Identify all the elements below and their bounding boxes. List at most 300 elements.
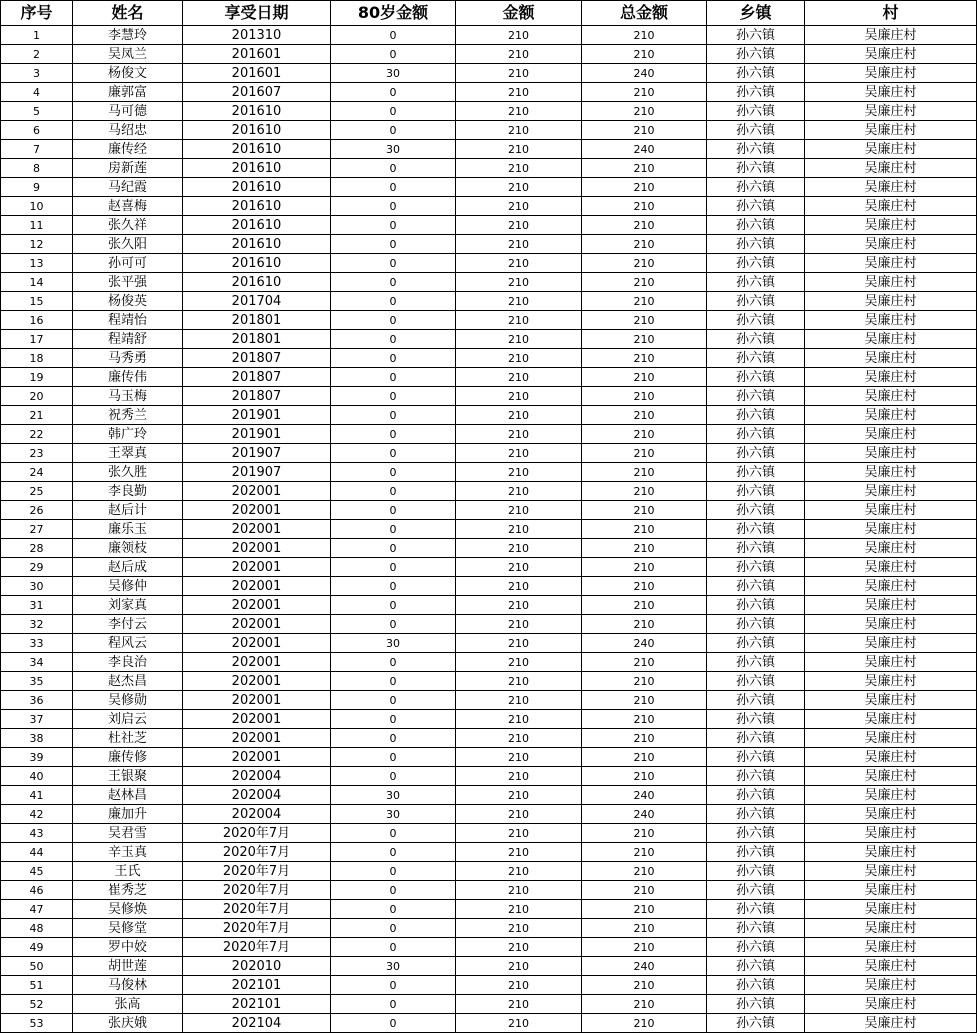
cell-total-amount[interactable]: 210: [582, 1014, 707, 1033]
cell-start-date[interactable]: 2020年7月: [183, 862, 331, 881]
cell-total-amount[interactable]: 210: [582, 520, 707, 539]
cell-age80-amount[interactable]: 0: [331, 482, 456, 501]
cell-village[interactable]: 吴廉庄村: [805, 311, 977, 330]
cell-name[interactable]: 辛玉真: [73, 843, 183, 862]
cell-total-amount[interactable]: 210: [582, 672, 707, 691]
cell-start-date[interactable]: 2020年7月: [183, 938, 331, 957]
cell-township[interactable]: 孙六镇: [707, 976, 805, 995]
cell-township[interactable]: 孙六镇: [707, 121, 805, 140]
cell-name[interactable]: 廉领枝: [73, 539, 183, 558]
cell-start-date[interactable]: 201901: [183, 425, 331, 444]
cell-total-amount[interactable]: 210: [582, 767, 707, 786]
cell-total-amount[interactable]: 210: [582, 691, 707, 710]
cell-township[interactable]: 孙六镇: [707, 938, 805, 957]
cell-total-amount[interactable]: 210: [582, 425, 707, 444]
cell-amount[interactable]: 210: [456, 254, 582, 273]
cell-township[interactable]: 孙六镇: [707, 691, 805, 710]
cell-seq[interactable]: 48: [1, 919, 73, 938]
cell-village[interactable]: 吴廉庄村: [805, 767, 977, 786]
cell-village[interactable]: 吴廉庄村: [805, 330, 977, 349]
cell-start-date[interactable]: 202001: [183, 558, 331, 577]
cell-village[interactable]: 吴廉庄村: [805, 64, 977, 83]
cell-age80-amount[interactable]: 0: [331, 881, 456, 900]
cell-village[interactable]: 吴廉庄村: [805, 596, 977, 615]
cell-total-amount[interactable]: 210: [582, 558, 707, 577]
cell-total-amount[interactable]: 210: [582, 197, 707, 216]
cell-name[interactable]: 崔秀芝: [73, 881, 183, 900]
cell-village[interactable]: 吴廉庄村: [805, 216, 977, 235]
cell-total-amount[interactable]: 210: [582, 254, 707, 273]
cell-township[interactable]: 孙六镇: [707, 748, 805, 767]
cell-total-amount[interactable]: 210: [582, 444, 707, 463]
cell-village[interactable]: 吴廉庄村: [805, 881, 977, 900]
cell-amount[interactable]: 210: [456, 501, 582, 520]
cell-age80-amount[interactable]: 0: [331, 254, 456, 273]
cell-name[interactable]: 程风云: [73, 634, 183, 653]
cell-name[interactable]: 刘家真: [73, 596, 183, 615]
cell-seq[interactable]: 20: [1, 387, 73, 406]
cell-seq[interactable]: 43: [1, 824, 73, 843]
cell-village[interactable]: 吴廉庄村: [805, 900, 977, 919]
cell-total-amount[interactable]: 240: [582, 140, 707, 159]
cell-age80-amount[interactable]: 0: [331, 368, 456, 387]
cell-age80-amount[interactable]: 0: [331, 292, 456, 311]
cell-total-amount[interactable]: 210: [582, 748, 707, 767]
cell-amount[interactable]: 210: [456, 957, 582, 976]
cell-total-amount[interactable]: 210: [582, 615, 707, 634]
cell-village[interactable]: 吴廉庄村: [805, 558, 977, 577]
cell-start-date[interactable]: 2020年7月: [183, 824, 331, 843]
cell-start-date[interactable]: 2020年7月: [183, 843, 331, 862]
cell-age80-amount[interactable]: 0: [331, 235, 456, 254]
cell-name[interactable]: 程靖怡: [73, 311, 183, 330]
cell-name[interactable]: 李良勤: [73, 482, 183, 501]
cell-seq[interactable]: 11: [1, 216, 73, 235]
cell-township[interactable]: 孙六镇: [707, 64, 805, 83]
cell-name[interactable]: 马秀勇: [73, 349, 183, 368]
cell-amount[interactable]: 210: [456, 140, 582, 159]
cell-amount[interactable]: 210: [456, 273, 582, 292]
cell-name[interactable]: 马可德: [73, 102, 183, 121]
cell-village[interactable]: 吴廉庄村: [805, 273, 977, 292]
cell-name[interactable]: 廉传伟: [73, 368, 183, 387]
cell-total-amount[interactable]: 210: [582, 577, 707, 596]
cell-amount[interactable]: 210: [456, 976, 582, 995]
cell-village[interactable]: 吴廉庄村: [805, 957, 977, 976]
cell-start-date[interactable]: 201610: [183, 235, 331, 254]
cell-seq[interactable]: 25: [1, 482, 73, 501]
cell-township[interactable]: 孙六镇: [707, 83, 805, 102]
cell-age80-amount[interactable]: 0: [331, 406, 456, 425]
cell-start-date[interactable]: 2020年7月: [183, 900, 331, 919]
cell-total-amount[interactable]: 210: [582, 273, 707, 292]
cell-age80-amount[interactable]: 0: [331, 976, 456, 995]
cell-village[interactable]: 吴廉庄村: [805, 387, 977, 406]
cell-name[interactable]: 吴修焕: [73, 900, 183, 919]
cell-name[interactable]: 吴修仲: [73, 577, 183, 596]
cell-age80-amount[interactable]: 0: [331, 767, 456, 786]
cell-total-amount[interactable]: 210: [582, 235, 707, 254]
cell-amount[interactable]: 210: [456, 197, 582, 216]
cell-amount[interactable]: 210: [456, 292, 582, 311]
cell-amount[interactable]: 210: [456, 520, 582, 539]
cell-age80-amount[interactable]: 30: [331, 140, 456, 159]
cell-township[interactable]: 孙六镇: [707, 425, 805, 444]
cell-village[interactable]: 吴廉庄村: [805, 121, 977, 140]
cell-seq[interactable]: 45: [1, 862, 73, 881]
cell-village[interactable]: 吴廉庄村: [805, 634, 977, 653]
cell-age80-amount[interactable]: 30: [331, 957, 456, 976]
cell-name[interactable]: 吴凤兰: [73, 45, 183, 64]
cell-total-amount[interactable]: 210: [582, 995, 707, 1014]
cell-township[interactable]: 孙六镇: [707, 577, 805, 596]
cell-name[interactable]: 程靖舒: [73, 330, 183, 349]
cell-name[interactable]: 赵杰昌: [73, 672, 183, 691]
cell-age80-amount[interactable]: 0: [331, 102, 456, 121]
cell-start-date[interactable]: 201601: [183, 45, 331, 64]
cell-name[interactable]: 王氏: [73, 862, 183, 881]
cell-seq[interactable]: 41: [1, 786, 73, 805]
cell-name[interactable]: 罗中姣: [73, 938, 183, 957]
cell-seq[interactable]: 31: [1, 596, 73, 615]
cell-start-date[interactable]: 202101: [183, 976, 331, 995]
cell-age80-amount[interactable]: 30: [331, 786, 456, 805]
cell-village[interactable]: 吴廉庄村: [805, 197, 977, 216]
cell-total-amount[interactable]: 210: [582, 539, 707, 558]
cell-seq[interactable]: 8: [1, 159, 73, 178]
cell-start-date[interactable]: 201610: [183, 197, 331, 216]
header-age80-amount[interactable]: 80岁金额: [331, 1, 456, 26]
cell-seq[interactable]: 29: [1, 558, 73, 577]
cell-name[interactable]: 吴君雪: [73, 824, 183, 843]
cell-name[interactable]: 祝秀兰: [73, 406, 183, 425]
cell-total-amount[interactable]: 240: [582, 786, 707, 805]
cell-start-date[interactable]: 201610: [183, 159, 331, 178]
cell-name[interactable]: 张久胜: [73, 463, 183, 482]
cell-amount[interactable]: 210: [456, 1014, 582, 1033]
cell-total-amount[interactable]: 210: [582, 900, 707, 919]
cell-age80-amount[interactable]: 0: [331, 748, 456, 767]
cell-age80-amount[interactable]: 0: [331, 311, 456, 330]
cell-start-date[interactable]: 202004: [183, 767, 331, 786]
cell-township[interactable]: 孙六镇: [707, 292, 805, 311]
cell-start-date[interactable]: 202001: [183, 748, 331, 767]
cell-amount[interactable]: 210: [456, 995, 582, 1014]
cell-township[interactable]: 孙六镇: [707, 330, 805, 349]
cell-age80-amount[interactable]: 0: [331, 995, 456, 1014]
cell-name[interactable]: 张庆娥: [73, 1014, 183, 1033]
cell-village[interactable]: 吴廉庄村: [805, 710, 977, 729]
cell-total-amount[interactable]: 210: [582, 463, 707, 482]
cell-start-date[interactable]: 202001: [183, 653, 331, 672]
cell-village[interactable]: 吴廉庄村: [805, 406, 977, 425]
cell-seq[interactable]: 47: [1, 900, 73, 919]
cell-seq[interactable]: 30: [1, 577, 73, 596]
cell-seq[interactable]: 39: [1, 748, 73, 767]
cell-township[interactable]: 孙六镇: [707, 482, 805, 501]
cell-township[interactable]: 孙六镇: [707, 140, 805, 159]
cell-township[interactable]: 孙六镇: [707, 957, 805, 976]
cell-total-amount[interactable]: 210: [582, 919, 707, 938]
cell-name[interactable]: 房新莲: [73, 159, 183, 178]
cell-village[interactable]: 吴廉庄村: [805, 691, 977, 710]
cell-start-date[interactable]: 201610: [183, 254, 331, 273]
cell-seq[interactable]: 12: [1, 235, 73, 254]
cell-township[interactable]: 孙六镇: [707, 805, 805, 824]
cell-seq[interactable]: 24: [1, 463, 73, 482]
cell-age80-amount[interactable]: 0: [331, 520, 456, 539]
cell-village[interactable]: 吴廉庄村: [805, 729, 977, 748]
cell-name[interactable]: 韩广玲: [73, 425, 183, 444]
cell-age80-amount[interactable]: 30: [331, 805, 456, 824]
cell-total-amount[interactable]: 210: [582, 824, 707, 843]
cell-age80-amount[interactable]: 0: [331, 159, 456, 178]
cell-age80-amount[interactable]: 0: [331, 501, 456, 520]
cell-seq[interactable]: 5: [1, 102, 73, 121]
cell-village[interactable]: 吴廉庄村: [805, 843, 977, 862]
cell-amount[interactable]: 210: [456, 444, 582, 463]
cell-total-amount[interactable]: 210: [582, 368, 707, 387]
cell-township[interactable]: 孙六镇: [707, 178, 805, 197]
cell-village[interactable]: 吴廉庄村: [805, 539, 977, 558]
cell-start-date[interactable]: 202001: [183, 520, 331, 539]
cell-township[interactable]: 孙六镇: [707, 349, 805, 368]
cell-seq[interactable]: 4: [1, 83, 73, 102]
cell-township[interactable]: 孙六镇: [707, 1014, 805, 1033]
cell-village[interactable]: 吴廉庄村: [805, 501, 977, 520]
cell-name[interactable]: 杜社芝: [73, 729, 183, 748]
cell-name[interactable]: 赵喜梅: [73, 197, 183, 216]
cell-name[interactable]: 赵后成: [73, 558, 183, 577]
cell-age80-amount[interactable]: 0: [331, 197, 456, 216]
cell-township[interactable]: 孙六镇: [707, 558, 805, 577]
cell-seq[interactable]: 53: [1, 1014, 73, 1033]
cell-name[interactable]: 李付云: [73, 615, 183, 634]
cell-seq[interactable]: 52: [1, 995, 73, 1014]
cell-seq[interactable]: 42: [1, 805, 73, 824]
cell-seq[interactable]: 10: [1, 197, 73, 216]
cell-village[interactable]: 吴廉庄村: [805, 919, 977, 938]
cell-name[interactable]: 张久阳: [73, 235, 183, 254]
cell-seq[interactable]: 7: [1, 140, 73, 159]
cell-start-date[interactable]: 201801: [183, 330, 331, 349]
cell-amount[interactable]: 210: [456, 482, 582, 501]
cell-village[interactable]: 吴廉庄村: [805, 748, 977, 767]
cell-township[interactable]: 孙六镇: [707, 995, 805, 1014]
cell-amount[interactable]: 210: [456, 824, 582, 843]
cell-village[interactable]: 吴廉庄村: [805, 862, 977, 881]
cell-amount[interactable]: 210: [456, 653, 582, 672]
cell-total-amount[interactable]: 210: [582, 843, 707, 862]
cell-village[interactable]: 吴廉庄村: [805, 444, 977, 463]
cell-village[interactable]: 吴廉庄村: [805, 653, 977, 672]
cell-seq[interactable]: 16: [1, 311, 73, 330]
cell-total-amount[interactable]: 210: [582, 881, 707, 900]
cell-township[interactable]: 孙六镇: [707, 919, 805, 938]
cell-name[interactable]: 马玉梅: [73, 387, 183, 406]
cell-name[interactable]: 胡世莲: [73, 957, 183, 976]
cell-village[interactable]: 吴廉庄村: [805, 45, 977, 64]
cell-amount[interactable]: 210: [456, 596, 582, 615]
cell-age80-amount[interactable]: 0: [331, 596, 456, 615]
cell-village[interactable]: 吴廉庄村: [805, 425, 977, 444]
cell-amount[interactable]: 210: [456, 121, 582, 140]
cell-village[interactable]: 吴廉庄村: [805, 83, 977, 102]
cell-seq[interactable]: 50: [1, 957, 73, 976]
cell-amount[interactable]: 210: [456, 539, 582, 558]
cell-village[interactable]: 吴廉庄村: [805, 1014, 977, 1033]
cell-start-date[interactable]: 201807: [183, 368, 331, 387]
cell-amount[interactable]: 210: [456, 349, 582, 368]
cell-name[interactable]: 王翠真: [73, 444, 183, 463]
cell-age80-amount[interactable]: 0: [331, 387, 456, 406]
cell-total-amount[interactable]: 210: [582, 45, 707, 64]
header-township[interactable]: 乡镇: [707, 1, 805, 26]
cell-age80-amount[interactable]: 0: [331, 83, 456, 102]
cell-name[interactable]: 马俊林: [73, 976, 183, 995]
cell-start-date[interactable]: 201807: [183, 387, 331, 406]
cell-start-date[interactable]: 202001: [183, 577, 331, 596]
cell-total-amount[interactable]: 240: [582, 634, 707, 653]
cell-village[interactable]: 吴廉庄村: [805, 140, 977, 159]
cell-amount[interactable]: 210: [456, 311, 582, 330]
cell-amount[interactable]: 210: [456, 64, 582, 83]
cell-name[interactable]: 吴修勋: [73, 691, 183, 710]
cell-amount[interactable]: 210: [456, 881, 582, 900]
header-amount[interactable]: 金额: [456, 1, 582, 26]
cell-village[interactable]: 吴廉庄村: [805, 824, 977, 843]
cell-start-date[interactable]: 202001: [183, 729, 331, 748]
cell-start-date[interactable]: 202001: [183, 634, 331, 653]
cell-township[interactable]: 孙六镇: [707, 520, 805, 539]
cell-township[interactable]: 孙六镇: [707, 501, 805, 520]
cell-township[interactable]: 孙六镇: [707, 311, 805, 330]
cell-seq[interactable]: 49: [1, 938, 73, 957]
cell-seq[interactable]: 18: [1, 349, 73, 368]
cell-seq[interactable]: 22: [1, 425, 73, 444]
cell-seq[interactable]: 2: [1, 45, 73, 64]
cell-township[interactable]: 孙六镇: [707, 102, 805, 121]
cell-amount[interactable]: 210: [456, 672, 582, 691]
cell-amount[interactable]: 210: [456, 729, 582, 748]
cell-total-amount[interactable]: 210: [582, 26, 707, 45]
cell-seq[interactable]: 35: [1, 672, 73, 691]
cell-name[interactable]: 刘启云: [73, 710, 183, 729]
cell-start-date[interactable]: 201610: [183, 121, 331, 140]
cell-township[interactable]: 孙六镇: [707, 159, 805, 178]
cell-amount[interactable]: 210: [456, 919, 582, 938]
cell-township[interactable]: 孙六镇: [707, 463, 805, 482]
cell-amount[interactable]: 210: [456, 786, 582, 805]
cell-amount[interactable]: 210: [456, 216, 582, 235]
cell-seq[interactable]: 3: [1, 64, 73, 83]
cell-amount[interactable]: 210: [456, 425, 582, 444]
cell-amount[interactable]: 210: [456, 463, 582, 482]
cell-start-date[interactable]: 2020年7月: [183, 881, 331, 900]
cell-seq[interactable]: 17: [1, 330, 73, 349]
cell-start-date[interactable]: 202001: [183, 691, 331, 710]
cell-seq[interactable]: 21: [1, 406, 73, 425]
cell-township[interactable]: 孙六镇: [707, 767, 805, 786]
cell-name[interactable]: 张高: [73, 995, 183, 1014]
cell-age80-amount[interactable]: 0: [331, 919, 456, 938]
cell-seq[interactable]: 46: [1, 881, 73, 900]
cell-age80-amount[interactable]: 0: [331, 330, 456, 349]
cell-township[interactable]: 孙六镇: [707, 444, 805, 463]
cell-age80-amount[interactable]: 0: [331, 672, 456, 691]
cell-total-amount[interactable]: 210: [582, 938, 707, 957]
cell-age80-amount[interactable]: 0: [331, 349, 456, 368]
cell-village[interactable]: 吴廉庄村: [805, 786, 977, 805]
cell-amount[interactable]: 210: [456, 45, 582, 64]
cell-age80-amount[interactable]: 0: [331, 539, 456, 558]
cell-amount[interactable]: 210: [456, 102, 582, 121]
cell-start-date[interactable]: 201907: [183, 444, 331, 463]
cell-total-amount[interactable]: 210: [582, 406, 707, 425]
cell-age80-amount[interactable]: 0: [331, 843, 456, 862]
cell-township[interactable]: 孙六镇: [707, 824, 805, 843]
cell-township[interactable]: 孙六镇: [707, 672, 805, 691]
cell-total-amount[interactable]: 210: [582, 976, 707, 995]
cell-age80-amount[interactable]: 0: [331, 862, 456, 881]
cell-township[interactable]: 孙六镇: [707, 653, 805, 672]
cell-age80-amount[interactable]: 0: [331, 178, 456, 197]
cell-township[interactable]: 孙六镇: [707, 900, 805, 919]
cell-village[interactable]: 吴廉庄村: [805, 159, 977, 178]
cell-township[interactable]: 孙六镇: [707, 596, 805, 615]
cell-start-date[interactable]: 201310: [183, 26, 331, 45]
cell-village[interactable]: 吴廉庄村: [805, 672, 977, 691]
cell-seq[interactable]: 15: [1, 292, 73, 311]
cell-seq[interactable]: 38: [1, 729, 73, 748]
cell-village[interactable]: 吴廉庄村: [805, 520, 977, 539]
cell-start-date[interactable]: 201610: [183, 140, 331, 159]
cell-township[interactable]: 孙六镇: [707, 539, 805, 558]
cell-total-amount[interactable]: 210: [582, 596, 707, 615]
cell-township[interactable]: 孙六镇: [707, 254, 805, 273]
cell-age80-amount[interactable]: 0: [331, 26, 456, 45]
cell-village[interactable]: 吴廉庄村: [805, 976, 977, 995]
cell-age80-amount[interactable]: 0: [331, 273, 456, 292]
cell-village[interactable]: 吴廉庄村: [805, 805, 977, 824]
cell-amount[interactable]: 210: [456, 615, 582, 634]
cell-township[interactable]: 孙六镇: [707, 216, 805, 235]
cell-village[interactable]: 吴廉庄村: [805, 235, 977, 254]
cell-total-amount[interactable]: 210: [582, 102, 707, 121]
cell-township[interactable]: 孙六镇: [707, 843, 805, 862]
cell-amount[interactable]: 210: [456, 710, 582, 729]
cell-start-date[interactable]: 202010: [183, 957, 331, 976]
cell-age80-amount[interactable]: 0: [331, 216, 456, 235]
cell-age80-amount[interactable]: 0: [331, 45, 456, 64]
cell-total-amount[interactable]: 210: [582, 482, 707, 501]
cell-total-amount[interactable]: 210: [582, 862, 707, 881]
cell-total-amount[interactable]: 210: [582, 159, 707, 178]
cell-total-amount[interactable]: 210: [582, 387, 707, 406]
cell-township[interactable]: 孙六镇: [707, 729, 805, 748]
cell-total-amount[interactable]: 210: [582, 653, 707, 672]
cell-village[interactable]: 吴廉庄村: [805, 102, 977, 121]
cell-name[interactable]: 杨俊英: [73, 292, 183, 311]
cell-village[interactable]: 吴廉庄村: [805, 254, 977, 273]
cell-seq[interactable]: 40: [1, 767, 73, 786]
cell-start-date[interactable]: 201907: [183, 463, 331, 482]
cell-age80-amount[interactable]: 0: [331, 1014, 456, 1033]
cell-village[interactable]: 吴廉庄村: [805, 26, 977, 45]
cell-total-amount[interactable]: 210: [582, 292, 707, 311]
cell-seq[interactable]: 37: [1, 710, 73, 729]
cell-start-date[interactable]: 201610: [183, 102, 331, 121]
